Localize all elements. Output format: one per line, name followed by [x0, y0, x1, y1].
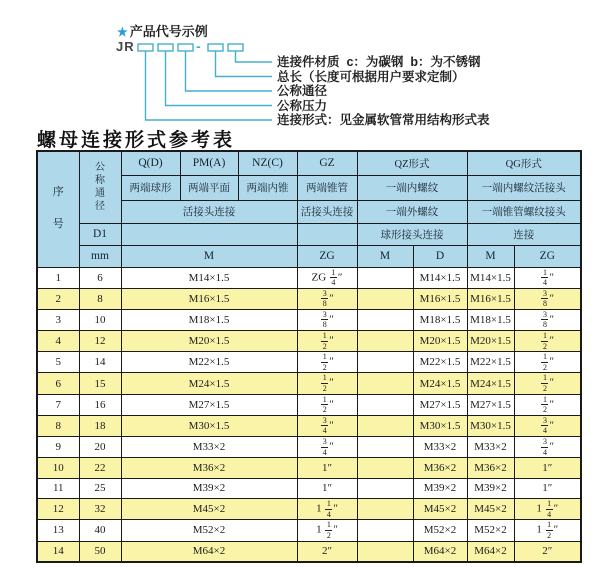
connector-line-material: [236, 51, 273, 62]
gz-cell: $\frac{3}{4}$ ″: [297, 437, 357, 458]
code-separator: -: [196, 38, 201, 54]
gz-cell: $\frac{3}{8}$ ″: [297, 309, 357, 330]
col-header-gz: GZ: [297, 151, 357, 175]
table-row: [37, 373, 581, 394]
header-row-5: [37, 245, 581, 267]
qz-d-cell: M22×1.5: [413, 352, 467, 373]
qz-m-cell: [357, 394, 413, 415]
qz-d-cell: M24×1.5: [413, 373, 467, 394]
qg-zg-cell: 1 $\frac{1}{2}$ ″: [514, 520, 581, 541]
qg-zg-cell: 2″: [514, 541, 581, 562]
dn-cell: 20: [79, 437, 121, 458]
seq-cell: 2: [37, 288, 79, 309]
qg-sub1-header: 一端内螺纹活接头: [467, 175, 581, 200]
qz-sub1-header: 一端内螺纹: [357, 175, 467, 200]
seq-cell: 3: [37, 309, 79, 330]
gz-cell: 1 $\frac{1}{4}$ ″: [297, 499, 357, 520]
qg-m-cell: M64×2: [467, 541, 514, 562]
seq-cell: 5: [37, 352, 79, 373]
qz-d-cell: M33×2: [413, 437, 467, 458]
dn-cell: 12: [79, 331, 121, 352]
m-cell: M52×2: [121, 520, 297, 541]
m-cell: M27×1.5: [121, 394, 297, 415]
table-header: [37, 151, 581, 267]
table-row: [37, 415, 581, 436]
table-row: [37, 541, 581, 562]
m-cell: M16×1.5: [121, 288, 297, 309]
seq-cell: 13: [37, 520, 79, 541]
nut-connection-table: [36, 150, 582, 563]
m-cell: M20×1.5: [121, 331, 297, 352]
code-label-diameter: 公称通径: [277, 84, 328, 98]
seq-cell: 6: [37, 373, 79, 394]
gz-cell: $\frac{1}{2}$ ″: [297, 373, 357, 394]
connector-line-length: [216, 51, 273, 77]
qg-m-cell: M22×1.5: [467, 352, 514, 373]
qz-m-cell: [357, 331, 413, 352]
diagram-heading-text: 产品代号示例: [129, 24, 208, 39]
col-header-pm: PM(A): [180, 151, 238, 175]
dn-header-label: 公称通径: [95, 162, 105, 213]
star-icon: ★: [117, 25, 128, 39]
table-row: [37, 352, 581, 373]
mm-unit-header: mm: [79, 245, 121, 267]
blank-cell: [297, 223, 357, 245]
qz-d-cell: M14×1.5: [413, 267, 467, 288]
qg-zg-cell: $\frac{3}{8}$ ″: [514, 288, 581, 309]
table-row: [37, 499, 581, 520]
code-box-4: [208, 44, 223, 51]
qz-m-cell: [357, 309, 413, 330]
d1-header: D1: [79, 223, 121, 245]
qz-m-cell: [357, 415, 413, 436]
code-prefix: JR: [116, 39, 135, 54]
m-cell: M64×2: [121, 541, 297, 562]
dn-cell: 32: [79, 499, 121, 520]
gz-unit-header: ZG: [297, 245, 357, 267]
qg-m-cell: M30×1.5: [467, 415, 514, 436]
qg-zg-cell: 1 $\frac{1}{4}$ ″: [514, 499, 581, 520]
qz-d-cell: M20×1.5: [413, 331, 467, 352]
col-header-nz: NZ(C): [238, 151, 297, 175]
dn-cell: 18: [79, 415, 121, 436]
seq-header-label: 序号: [52, 186, 64, 231]
table-title: 螺母连接形式参考表: [37, 130, 236, 151]
gz-cell: $\frac{3}{8}$ ″: [297, 288, 357, 309]
qg-m-cell: M14×1.5: [467, 267, 514, 288]
table-row: [37, 458, 581, 479]
table-row: [37, 478, 581, 499]
qz-d-cell: M18×1.5: [413, 309, 467, 330]
gz-cell: 1 $\frac{1}{2}$ ″: [297, 520, 357, 541]
seq-cell: 12: [37, 499, 79, 520]
code-box-1: [138, 44, 153, 51]
qz-m-cell: [357, 352, 413, 373]
m-cell: M18×1.5: [121, 309, 297, 330]
seq-cell: 14: [37, 541, 79, 562]
qg-zg-cell: $\frac{1}{2}$ ″: [514, 394, 581, 415]
qg-m-cell: M27×1.5: [467, 394, 514, 415]
seq-cell: 11: [37, 478, 79, 499]
qz-d-cell: M27×1.5: [413, 394, 467, 415]
code-box-3: [178, 44, 193, 51]
dn-cell: 10: [79, 309, 121, 330]
table-row: [37, 437, 581, 458]
qg-zg-cell: 1″: [514, 458, 581, 479]
col-header-dn: [79, 151, 121, 223]
union-connection-header: 活接头连接: [121, 200, 297, 223]
m-cell: M24×1.5: [121, 373, 297, 394]
qg-m-cell: M33×2: [467, 437, 514, 458]
code-label-form: 连接形式：见金属软管常用结构形式表: [277, 113, 490, 127]
gz-cell: $\frac{3}{4}$ ″: [297, 415, 357, 436]
nz-sub-header: 两端内锥: [238, 175, 297, 200]
header-row-1: [37, 151, 581, 175]
seq-cell: 8: [37, 415, 79, 436]
qg-zg-cell: $\frac{1}{2}$ ″: [514, 331, 581, 352]
qz-m-unit-header: M: [357, 245, 413, 267]
qz-d-unit-header: D: [413, 245, 467, 267]
qz-d-cell: M30×1.5: [413, 415, 467, 436]
pm-sub-header: 两端平面: [180, 175, 238, 200]
dn-cell: 8: [79, 288, 121, 309]
blank-cell: [121, 223, 297, 245]
dn-cell: 14: [79, 352, 121, 373]
gz-sub-header: 两端锥管: [297, 175, 357, 200]
gz-cell: ZG $\frac{1}{4}$ ″: [297, 267, 357, 288]
m-cell: M39×2: [121, 478, 297, 499]
seq-cell: 7: [37, 394, 79, 415]
qz-m-cell: [357, 437, 413, 458]
qz-d-cell: M39×2: [413, 478, 467, 499]
m-cell: M30×1.5: [121, 415, 297, 436]
qz-d-cell: M36×2: [413, 458, 467, 479]
qg-zg-cell: $\frac{3}{4}$ ″: [514, 415, 581, 436]
table-row: [37, 267, 581, 288]
qz-m-cell: [357, 458, 413, 479]
dn-cell: 15: [79, 373, 121, 394]
connector-line-pressure: [166, 51, 273, 106]
table-row: [37, 331, 581, 352]
qz-connection-header: 球形接头连接: [357, 223, 467, 245]
col-header-seq: [37, 151, 79, 267]
col-header-q: Q(D): [121, 151, 180, 175]
gz-cell: $\frac{1}{2}$ ″: [297, 394, 357, 415]
qg-zg-cell: 1″: [514, 478, 581, 499]
diagram-heading: [117, 21, 208, 40]
qg-m-cell: M18×1.5: [467, 309, 514, 330]
code-label-length: 总长（长度可根据用户要求定制）: [277, 69, 465, 84]
qz-m-cell: [357, 541, 413, 562]
table-row: [37, 288, 581, 309]
qz-d-cell: M16×1.5: [413, 288, 467, 309]
gz-cell: $\frac{1}{2}$ ″: [297, 331, 357, 352]
m-cell: M22×1.5: [121, 352, 297, 373]
m-cell: M14×1.5: [121, 267, 297, 288]
qz-m-cell: [357, 373, 413, 394]
qg-m-unit-header: M: [467, 245, 514, 267]
col-header-qg: QG形式: [467, 151, 581, 175]
code-label-material: 连接件材质 c：为碳钢 b：为不锈钢: [277, 55, 481, 69]
qg-m-cell: M39×2: [467, 478, 514, 499]
dn-cell: 25: [79, 478, 121, 499]
qz-m-cell: [357, 499, 413, 520]
m-cell: M33×2: [121, 437, 297, 458]
connector-line-diameter: [186, 51, 273, 91]
m-cell: M36×2: [121, 458, 297, 479]
table-body: [37, 267, 581, 562]
qg-m-cell: M36×2: [467, 458, 514, 479]
qg-m-cell: M24×1.5: [467, 373, 514, 394]
qz-m-cell: [357, 267, 413, 288]
qz-m-cell: [357, 520, 413, 541]
qz-m-cell: [357, 478, 413, 499]
seq-cell: 4: [37, 331, 79, 352]
col-header-qz: QZ形式: [357, 151, 467, 175]
table-row: [37, 309, 581, 330]
dn-cell: 40: [79, 520, 121, 541]
seq-cell: 1: [37, 267, 79, 288]
gz-cell: 1″: [297, 458, 357, 479]
qg-sub2-header: 一端锥管螺纹接头: [467, 200, 581, 223]
gz-connection-header: 活接头连接: [297, 200, 357, 223]
qz-m-cell: [357, 288, 413, 309]
code-label-pressure: 公称压力: [277, 98, 328, 113]
qg-zg-unit-header: ZG: [514, 245, 581, 267]
dn-cell: 6: [79, 267, 121, 288]
header-row-4: [37, 223, 581, 245]
m-unit-header: M: [121, 245, 297, 267]
q-sub-header: 两端球形: [121, 175, 180, 200]
qg-m-cell: M45×2: [467, 499, 514, 520]
gz-cell: 2″: [297, 541, 357, 562]
qz-d-cell: M64×2: [413, 541, 467, 562]
seq-cell: 9: [37, 437, 79, 458]
dn-cell: 50: [79, 541, 121, 562]
m-cell: M45×2: [121, 499, 297, 520]
qg-m-cell: M16×1.5: [467, 288, 514, 309]
code-box-5: [228, 44, 243, 51]
connector-line-form: [146, 51, 273, 120]
qg-zg-cell: $\frac{1}{2}$ ″: [514, 373, 581, 394]
qg-connection-header: 连接: [467, 223, 581, 245]
qz-sub2-header: 一端外螺纹: [357, 200, 467, 223]
dn-cell: 16: [79, 394, 121, 415]
seq-cell: 10: [37, 458, 79, 479]
qg-m-cell: M52×2: [467, 520, 514, 541]
qg-zg-cell: $\frac{1}{4}$ ″: [514, 267, 581, 288]
table-row: [37, 394, 581, 415]
qg-zg-cell: $\frac{1}{2}$ ″: [514, 352, 581, 373]
qg-zg-cell: $\frac{3}{4}$ ″: [514, 437, 581, 458]
gz-cell: $\frac{1}{2}$ ″: [297, 352, 357, 373]
qg-m-cell: M20×1.5: [467, 331, 514, 352]
qg-zg-cell: $\frac{3}{8}$ ″: [514, 309, 581, 330]
qz-d-cell: M52×2: [413, 520, 467, 541]
qz-d-cell: M45×2: [413, 499, 467, 520]
code-box-2: [158, 44, 173, 51]
dn-cell: 22: [79, 458, 121, 479]
gz-cell: 1″: [297, 478, 357, 499]
table-row: [37, 520, 581, 541]
